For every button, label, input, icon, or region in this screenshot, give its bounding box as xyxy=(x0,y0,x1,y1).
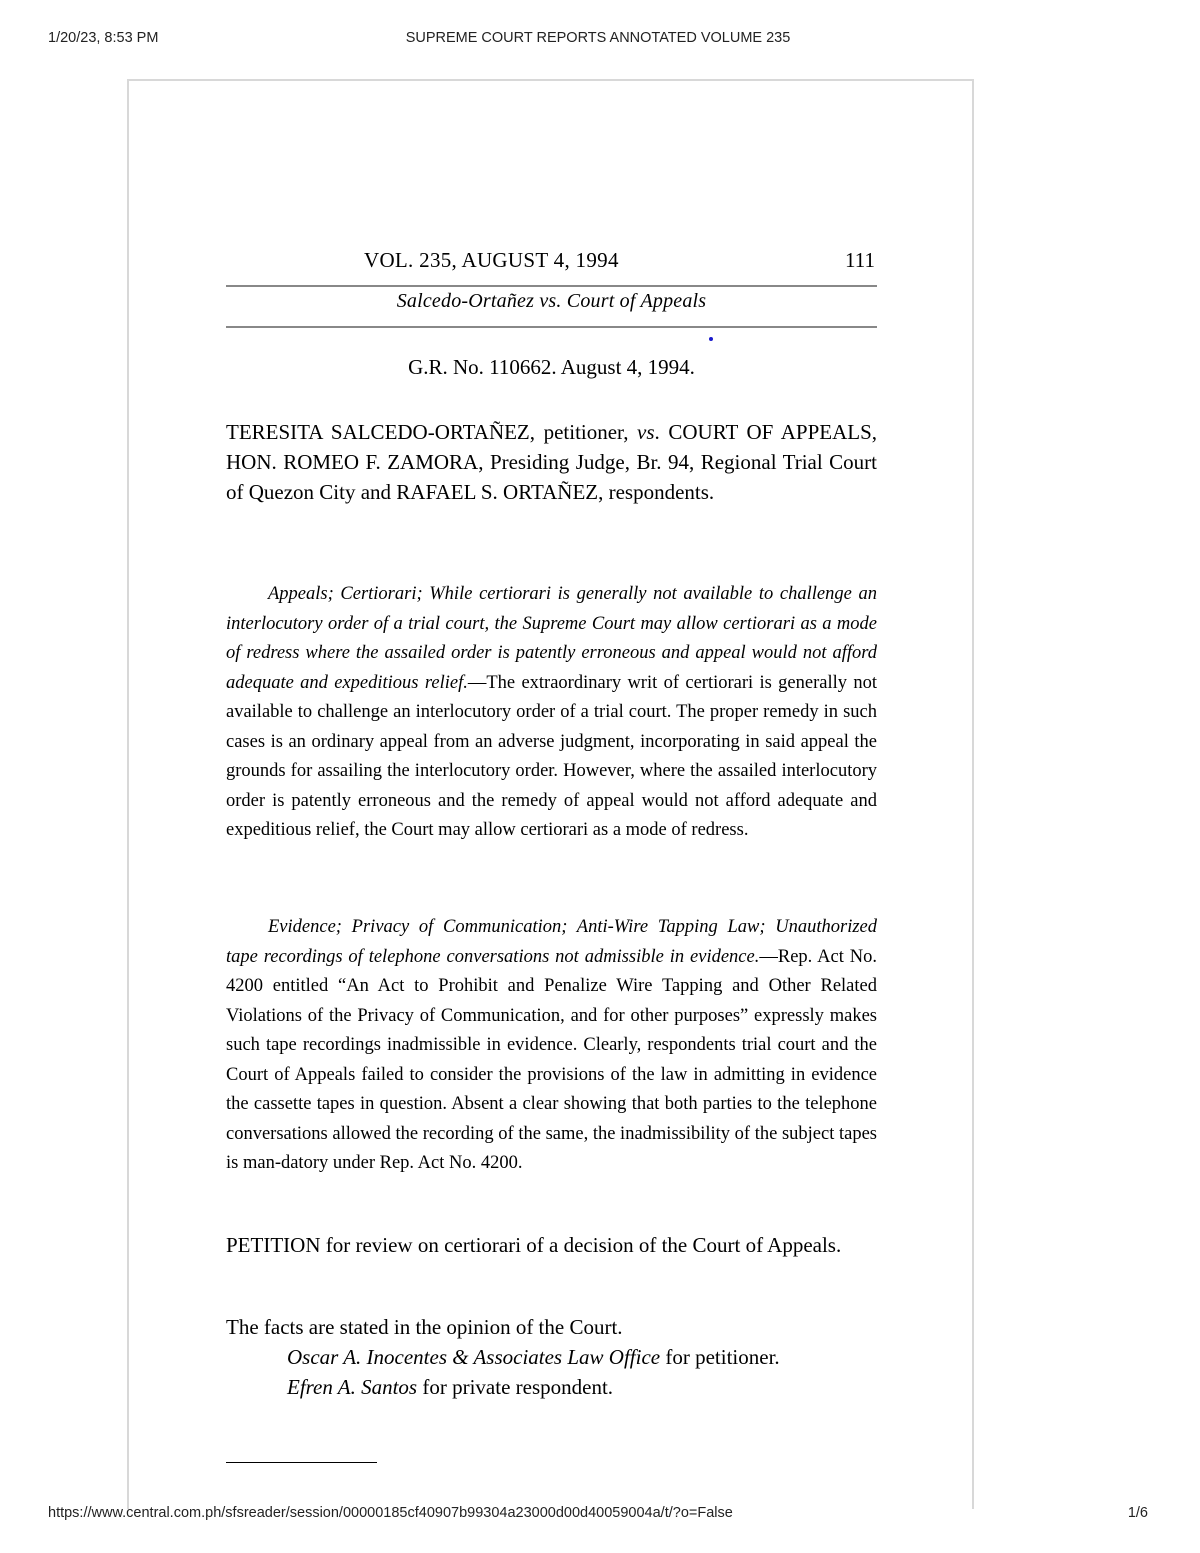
running-head-volume-date: VOL. 235, AUGUST 4, 1994 xyxy=(364,248,619,272)
case-parties xyxy=(226,417,877,507)
annotation-dot-icon[interactable] xyxy=(709,337,713,341)
print-page-count: 1/6 xyxy=(1127,1505,1148,1521)
parties-part1: TERESITA SALCEDO-ORTAÑEZ, petitioner, xyxy=(226,420,638,444)
facts-statement: The facts are stated in the opinion of the Court. xyxy=(226,1315,623,1339)
print-url: https://www.central.com.ph/sfsreader/session/00000185cf40907b99304a23000d00d40059004a/t/?o=False xyxy=(48,1505,733,1521)
case-short-name: Salcedo-Ortañez vs. Court of Appeals xyxy=(396,290,707,312)
syllabus-2-heading: Evidence; Privacy of Communication; Anti-Wire Tapping Law; Unauthorized tape recordings of telephone conversations not admissible in evidence. xyxy=(226,917,877,967)
print-title: SUPREME COURT REPORTS ANNOTATED VOLUME 235 xyxy=(405,30,791,46)
print-header xyxy=(48,30,1148,50)
syllabus-1-heading: Appeals; Certiorari; While certiorari is generally not available to challenge an interlocutory order of a trial court, the Supreme Court may allow certiorari as a mode of redress where the assailed order is patently erroneous and appeal would not afford adequate and expeditious relief. xyxy=(226,584,877,693)
counsel-2-name: Efren A. Santos xyxy=(287,1375,418,1399)
footnote-divider xyxy=(226,1462,377,1463)
counsel-1-role: for petitioner. xyxy=(660,1345,780,1369)
print-footer xyxy=(48,1505,1148,1525)
syllabus-2-dash: — xyxy=(759,946,778,967)
counsel-petitioner xyxy=(287,1342,887,1372)
syllabus-1-dash: — xyxy=(467,672,487,693)
syllabus-2-text: Rep. Act No. 4200 entitled “An Act to Prohibit and Penalize Wire Tapping and Other Related Violations of the Privacy of Communication, and for other purposes” expressly makes such tape recordings inadmissible in evidence. Clearly, respondents trial court and the Court of Appeals failed to consider the provisions of the law in admitting in evidence the cassette tapes in question. Absent a clear showing that both parties to the telephone conversations allowed the recording of the same, the inadmissibility of the subject tapes is man-datory under Rep. Act No. 4200. xyxy=(226,946,877,1173)
parties-vs: vs xyxy=(637,420,655,444)
counsel-1-name: Oscar A. Inocentes & Associates Law Office xyxy=(287,1345,661,1369)
header-rule-top xyxy=(226,285,877,287)
running-head-page-number: 111 xyxy=(845,248,875,272)
counsel-respondent xyxy=(287,1372,887,1402)
gr-number: G.R. No. 110662. August 4, 1994. xyxy=(408,355,695,379)
print-datetime: 1/20/23, 8:53 PM xyxy=(48,30,159,46)
counsel-2-role: for private respondent. xyxy=(417,1375,614,1399)
syllabus-paragraph-1 xyxy=(226,580,877,846)
syllabus-paragraph-2 xyxy=(226,913,877,1179)
running-head xyxy=(226,246,877,276)
header-rule-bottom xyxy=(226,326,877,328)
syllabus-1-text: The extraordinary writ of certiorari is generally not available to challenge an interlocutory order of a trial court. The proper remedy in such cases is an ordinary appeal from an adverse judgment, incorporating in said appeal the grounds for assailing the interlocutory order. However, where the assailed interlocutory order is patently erroneous and the remedy of appeal would not afford adequate and expeditious relief, the Court may allow certiorari as a mode of redress. xyxy=(226,672,877,840)
parties-part2: . COURT OF APPEALS, HON. ROMEO F. ZAMORA, Presiding Judge, Br. 94, Regional Trial Court of Quezon City and RAFAEL S. ORTAÑEZ, respondents. xyxy=(226,420,877,504)
petition-statement: PETITION for review on certiorari of a decision of the Court of Appeals. xyxy=(226,1233,842,1257)
